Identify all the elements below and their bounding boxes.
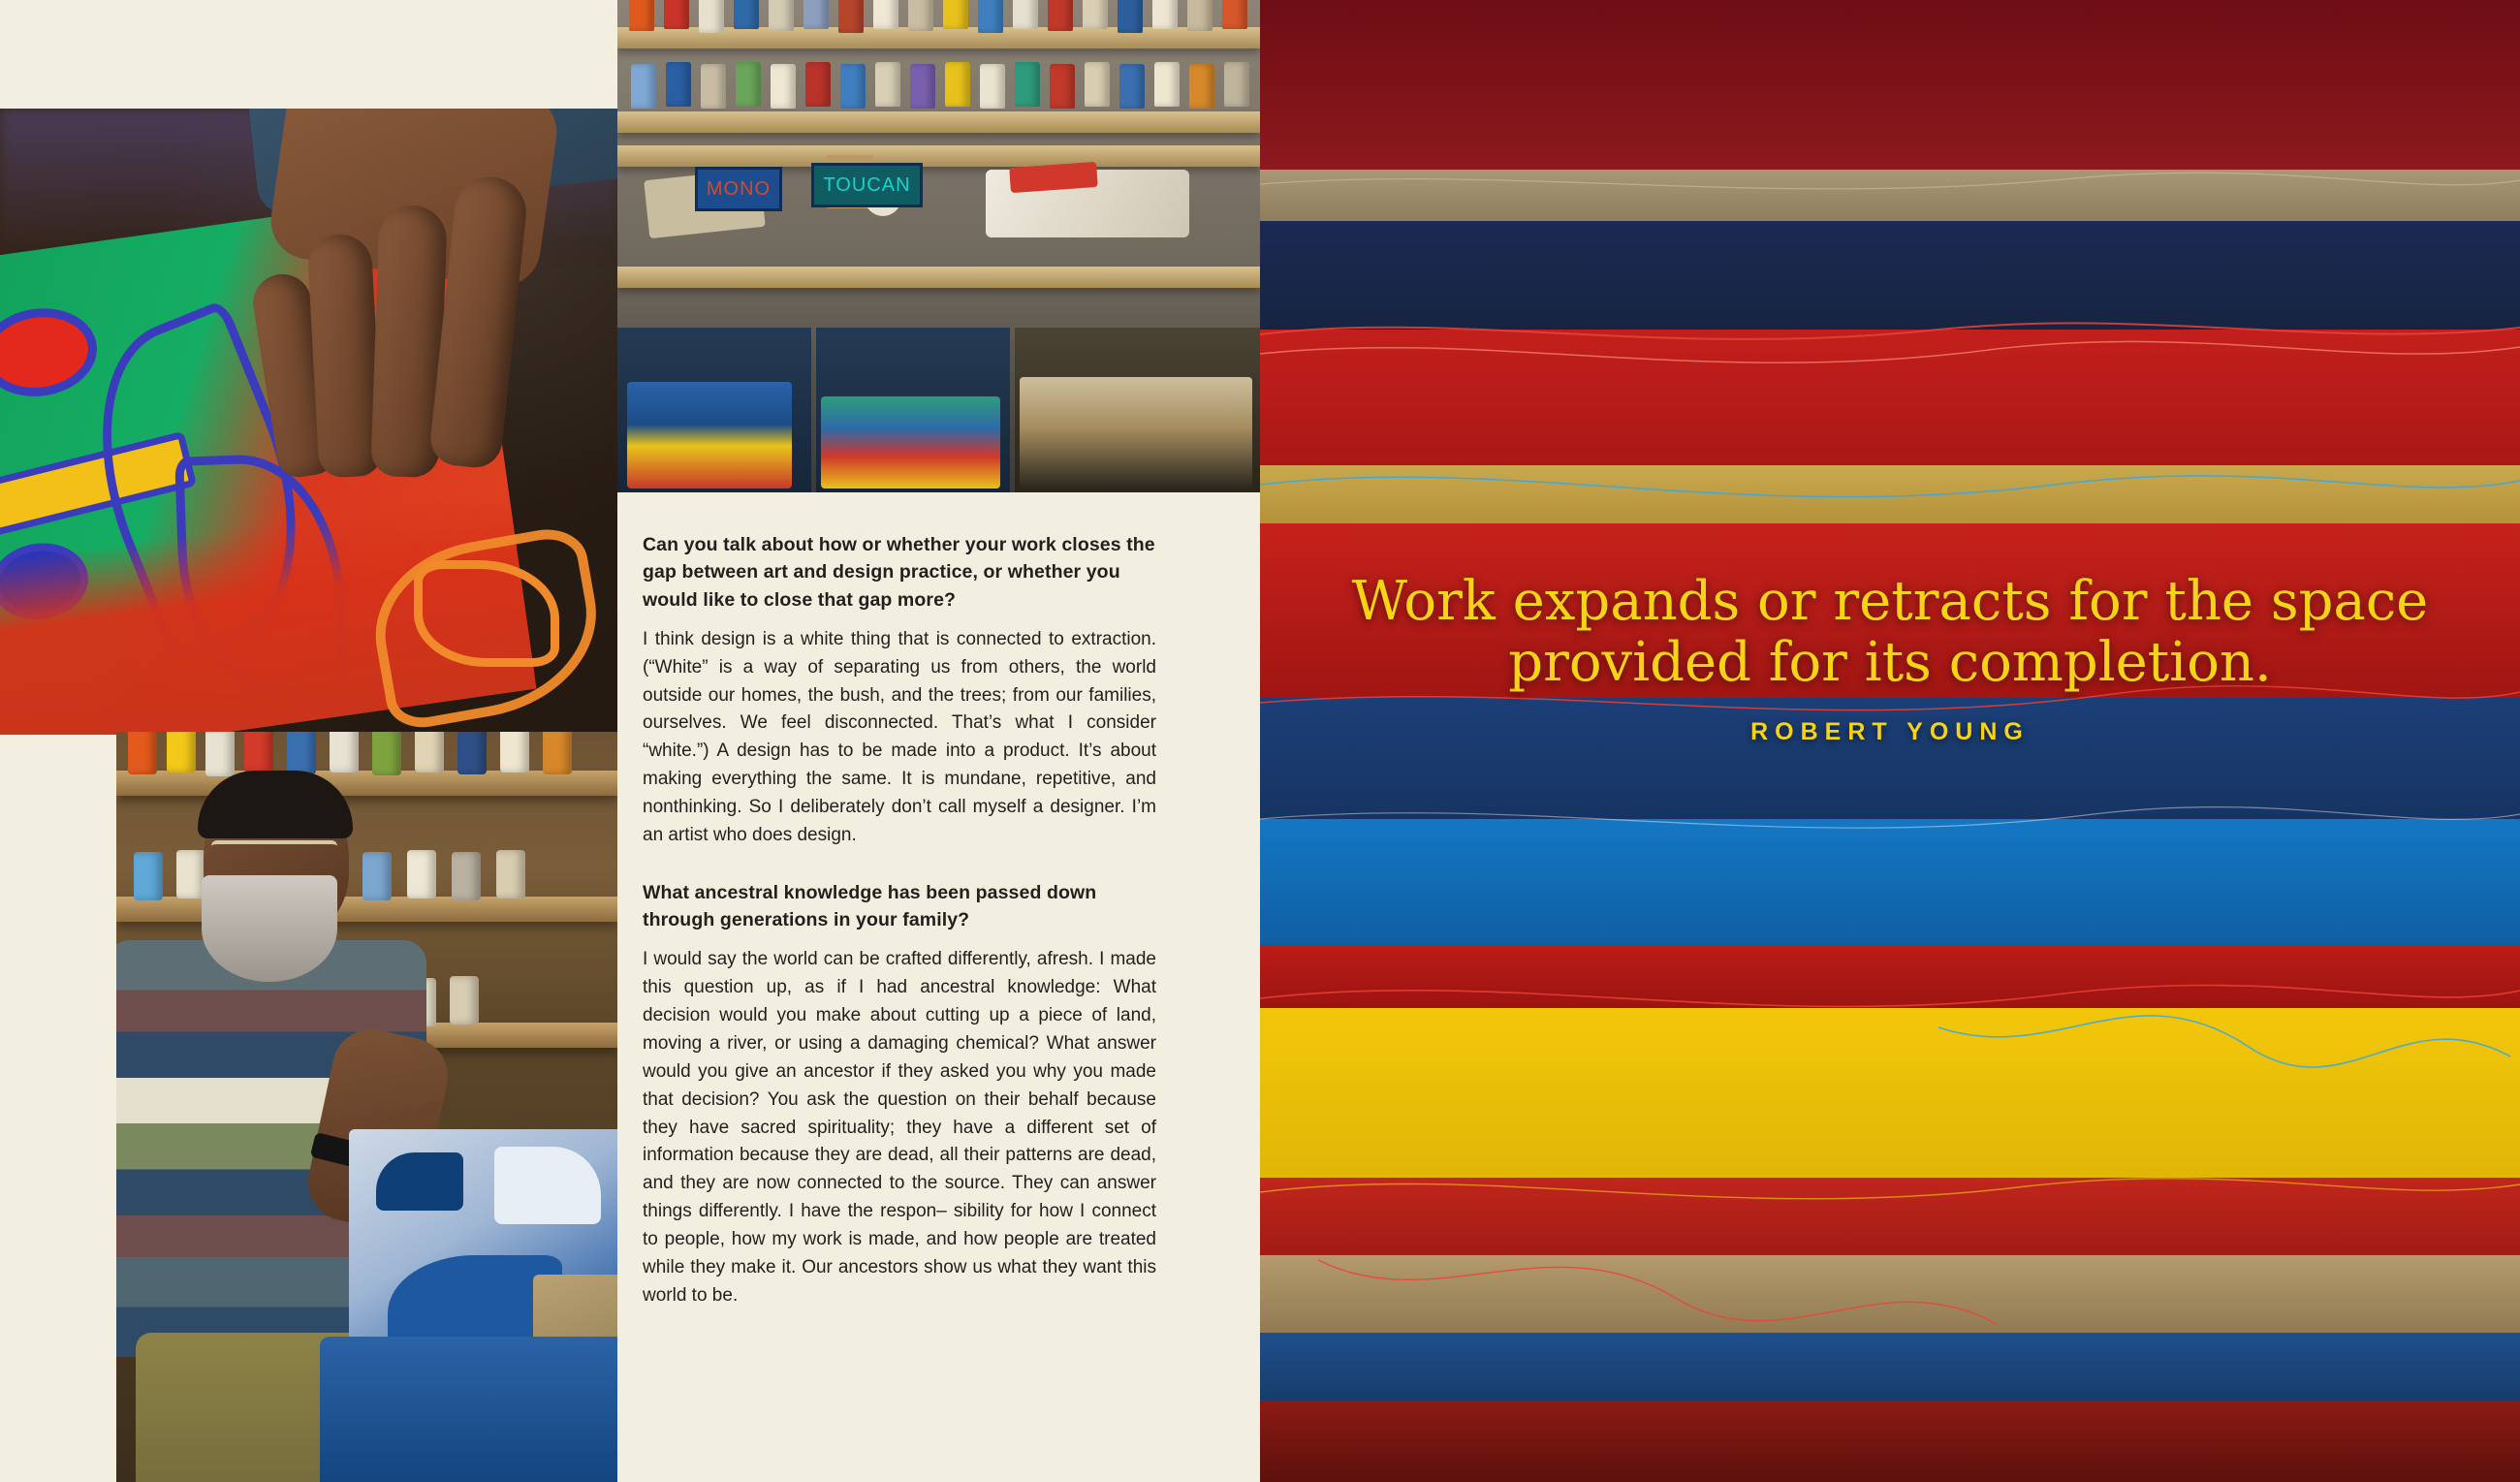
fabric-layer-blue-bottom [1260,1333,2520,1410]
photo-studio-shelves [617,0,1260,492]
thread-cone [771,64,796,109]
interview-answer-1: I think design is a white thing that is connected to extraction. (“White” is a way of separating us from others, the world outside our homes, the bush, and the trees; from our families, ourselves. We feel disconnected. That’s what I consider “white.”) A design has to be made into a product. It’s about making everything the same. It is mundane, repetitive, and nonthinking. So I deliberately don’t call myself a designer. I’m an artist who does design. [643,628,1156,845]
thread-cone [1085,62,1110,107]
left-column [0,0,617,1482]
thread-spool [543,732,572,774]
shelf-board-2 [617,111,1260,133]
thread-cone [699,0,724,33]
thread-spool [496,850,525,899]
thread-cone [1013,0,1038,29]
thread-cone [1222,0,1247,29]
thread-cone [1118,0,1143,33]
thread-cone [805,62,831,107]
thread-cone [664,0,689,29]
photo-hand-textile [0,109,617,735]
thread-spool [287,732,316,774]
thread-cone [1189,64,1214,109]
interview-answer-2: I would say the world can be crafted differently, afresh. I made this question up, as if I had ancestral knowledge: What decision would you make about cutting up a piece of land, moving a river, or using a damaging chemical? What answer would you give an ancestor if they asked you why you made that decision? You ask the question on their behalf because they have sacred spirituality; they have a different set of information because they are dead, all their patterns are dead, and they are now connected to the source. They can answer things differently. I have the respon– sibility for how I connect to people, how my work is made, and how people are treated while they make it. Our ancestors show us what they want this world to be. [643,949,1156,1306]
thread-cone [908,0,933,31]
fabric-layer-dark-red [1260,0,2520,184]
pull-quote-block [1260,572,2520,746]
fabric-layer-red-4 [1260,1178,2520,1265]
fabric-layer-navy [1260,221,2520,337]
thread-cone [873,0,898,29]
thread-cone [910,64,935,109]
thread-cone [943,0,968,29]
thread-cone [1224,62,1249,107]
thread-cone [736,62,761,107]
beard [202,875,337,982]
thread-cone [980,64,1005,109]
thread-spool [500,732,529,773]
pull-quote-text: Work expands or retracts for the space provided for its completion. [1351,570,2429,694]
thread-cone [1015,62,1040,107]
sign-toucan: TOUCAN [811,163,923,207]
fabric-layer-yellow [1260,1008,2520,1192]
quilt-patch [494,1147,601,1224]
hair [198,771,353,838]
thread-cone [1119,64,1145,109]
thread-cone [631,64,656,109]
thread-cone [629,0,654,31]
thread-cone [1152,0,1178,29]
thread-spool [415,732,444,773]
thread-cone [769,0,794,31]
middle-column [617,0,1260,1482]
thread-cone [1083,0,1108,29]
thread-cone [1050,64,1075,109]
thread-spool [167,732,196,773]
cloth-stack-left [627,382,792,489]
thread-spool [372,732,401,775]
sign-mono: MONO [695,167,782,211]
right-column-fabric-photo [1260,0,2520,1482]
thread-cone [1154,62,1180,107]
thread-cone [803,0,829,29]
interview-question-1: Can you talk about how or whether your work closes the gap between art and design practice, or whether you would like to close that gap more? [643,534,1155,611]
quilt-patch [376,1152,463,1211]
glasses-icon [211,840,337,862]
fabric-layer-burlap-2 [1260,1255,2520,1342]
cloth-blue-blob [0,537,93,625]
cloth-red-blob [0,301,103,404]
thread-cone [838,0,864,33]
thread-cone [701,64,726,109]
cloth-stack-middle [821,396,1000,489]
fabric-layer-bottom-red [1260,1401,2520,1482]
hand [259,118,579,506]
thread-cone [978,0,1003,33]
shelf-board-4 [617,267,1260,288]
fabric-layer-burlap [1260,170,2520,228]
thread-cone [945,62,970,107]
thread-spool [457,732,487,774]
thread-spool [244,732,273,773]
thread-spool [330,732,359,773]
thread-cone [734,0,759,29]
pull-quote-attribution: ROBERT YOUNG [1750,718,2030,746]
interview-question-2: What ancestral knowledge has been passed down through generations in your family? [643,881,1097,931]
thread-spool [128,732,157,774]
thread-cone [666,62,691,107]
cloth-stack-right [1020,377,1252,489]
thread-cone [875,62,900,107]
thread-cone [1187,0,1213,31]
fabric-pile [320,1337,617,1482]
shelf-board-3 [617,145,1260,167]
photo-artist-working [116,732,617,1482]
fabric-layer-blue-bright [1260,819,2520,955]
thread-cone [1048,0,1073,31]
fabric-layer-red-1 [1260,330,2520,475]
thread-cone [840,64,866,109]
interview-text-block [643,531,1156,1310]
